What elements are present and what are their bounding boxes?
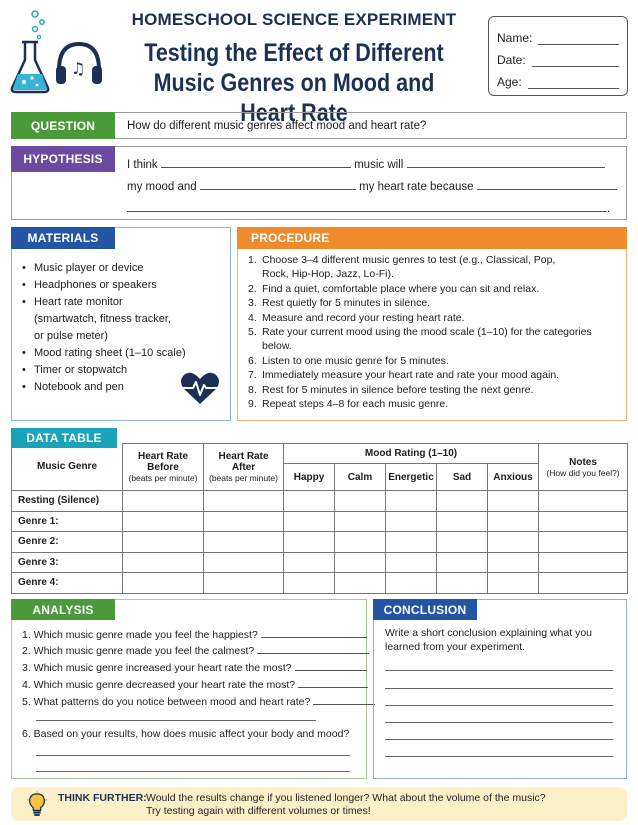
table-cell[interactable] xyxy=(386,552,437,573)
hypothesis-mood-and: my mood and xyxy=(127,181,197,193)
conclusion-prompt xyxy=(385,626,592,654)
table-cell[interactable] xyxy=(335,552,386,573)
hypothesis-blank-2[interactable] xyxy=(407,157,605,168)
analysis-q6-line-1[interactable] xyxy=(36,755,350,756)
materials-item: • Timer or stopwatch xyxy=(22,362,222,379)
table-row xyxy=(12,552,628,573)
table-cell[interactable] xyxy=(488,511,539,532)
procedure-step xyxy=(248,311,618,325)
procedure-step-number: 6. xyxy=(248,354,257,367)
procedure-step-number: 1. xyxy=(248,254,257,266)
table-cell[interactable] xyxy=(437,552,488,573)
analysis-q5 xyxy=(22,694,375,708)
procedure-step-number: 4. xyxy=(248,311,257,324)
analysis-q5-blank[interactable] xyxy=(313,694,375,705)
col-mood-calm: Calm xyxy=(335,464,386,491)
hypothesis-blank-5[interactable] xyxy=(127,201,607,212)
procedure-label: PROCEDURE xyxy=(237,227,627,249)
procedure-step-text: Measure and record your resting heart rate. xyxy=(262,311,465,324)
row-label: Resting (Silence) xyxy=(12,491,123,512)
table-cell[interactable] xyxy=(123,552,204,573)
table-cell[interactable] xyxy=(284,511,335,532)
table-cell[interactable] xyxy=(386,491,437,512)
age-field[interactable] xyxy=(528,77,619,89)
conclusion-prompt-l1: Write a short conclusion explaining what you xyxy=(385,627,593,639)
procedure-step xyxy=(248,296,618,310)
hypothesis-label: HYPOTHESIS xyxy=(11,146,115,172)
procedure-step-text: Find a quiet, comfortable place where you can sit and relax. xyxy=(262,282,540,295)
row-label: Genre 1: xyxy=(12,511,123,532)
document-kicker: HOMESCHOOL SCIENCE EXPERIMENT xyxy=(131,10,457,29)
analysis-q2 xyxy=(22,643,369,657)
data-table xyxy=(11,443,628,594)
col-music-genre-text: Music Genre xyxy=(36,461,98,473)
analysis-q6-line-2[interactable] xyxy=(36,771,350,772)
procedure-step-number: 3. xyxy=(248,297,257,310)
col-hr-after xyxy=(204,444,284,491)
analysis-q1-text: 1. Which music genre made you feel the happiest? xyxy=(22,629,258,641)
hypothesis-heart-rate-because: my heart rate because xyxy=(359,181,474,193)
table-cell[interactable] xyxy=(123,573,204,594)
table-cell[interactable] xyxy=(284,573,335,594)
table-cell[interactable] xyxy=(488,573,539,594)
procedure-step-text: Rock, Hip-Hop, Jazz, Lo-Fi). xyxy=(262,268,394,281)
materials-item-cont: or pulse meter) xyxy=(34,330,108,342)
date-row xyxy=(497,45,619,67)
think-further-line-2: Try testing again with different volumes or times! xyxy=(146,805,371,817)
procedure-step xyxy=(248,368,618,382)
row-label: Genre 3: xyxy=(12,552,123,573)
procedure-step xyxy=(248,383,618,397)
col-notes xyxy=(539,444,628,491)
table-cell[interactable] xyxy=(123,491,204,512)
col-music-genre xyxy=(12,444,123,491)
materials-item: • Mood rating sheet (1–10 scale) xyxy=(22,345,222,362)
think-further-label: THINK FURTHER: xyxy=(58,792,147,804)
analysis-q3 xyxy=(22,660,367,674)
conclusion-line[interactable] xyxy=(385,688,613,689)
table-cell[interactable] xyxy=(284,532,335,553)
analysis-q4 xyxy=(22,677,368,691)
think-further-text xyxy=(146,792,546,818)
procedure-step-number: 5. xyxy=(248,326,257,339)
table-cell[interactable] xyxy=(335,491,386,512)
procedure-step-text: below. xyxy=(262,340,292,353)
table-cell[interactable] xyxy=(204,511,284,532)
table-cell[interactable] xyxy=(488,552,539,573)
procedure-step-number: 9. xyxy=(248,398,257,411)
student-info-box xyxy=(488,16,628,96)
col-mood-sad: Sad xyxy=(437,464,488,491)
analysis-q5-line[interactable] xyxy=(36,720,316,721)
procedure-step-text: Choose 3–4 different music genres to test (e.g., Classical, Pop, xyxy=(262,254,556,266)
procedure-step-text: Rest for 5 minutes in silence before testing the next genre. xyxy=(262,383,534,396)
analysis-q2-blank[interactable] xyxy=(257,643,369,654)
procedure-step-text: Repeat steps 4–8 for each music genre. xyxy=(262,398,449,411)
table-cell[interactable] xyxy=(437,491,488,512)
table-cell[interactable] xyxy=(488,532,539,553)
heart-rate-icon xyxy=(180,371,220,405)
hypothesis-blank-3[interactable] xyxy=(200,179,356,190)
analysis-q1 xyxy=(22,627,367,641)
procedure-step-number: 7. xyxy=(248,369,257,382)
analysis-label: ANALYSIS xyxy=(11,599,115,620)
table-row xyxy=(12,511,628,532)
col-hr-after-l2: After xyxy=(231,462,256,473)
table-cell[interactable] xyxy=(386,511,437,532)
table-cell[interactable] xyxy=(335,532,386,553)
table-cell[interactable] xyxy=(284,491,335,512)
table-cell[interactable] xyxy=(539,491,628,512)
materials-item: • Music player or device xyxy=(22,260,222,277)
procedure-step xyxy=(248,354,618,368)
procedure-step-number: 8. xyxy=(248,383,257,396)
procedure-step xyxy=(248,282,618,296)
hypothesis-line-1 xyxy=(127,157,605,171)
table-cell[interactable] xyxy=(539,552,628,573)
col-mood-anxious: Anxious xyxy=(488,464,539,491)
analysis-q3-text: 3. Which music genre increased your heart rate the most? xyxy=(22,662,292,674)
materials-item: • Headphones or speakers xyxy=(22,277,222,294)
think-further-line-1: Would the results change if you listened longer? What about the volume of the music? xyxy=(146,792,546,804)
procedure-step-number: 2. xyxy=(248,282,257,295)
analysis-q2-text: 2. Which music genre made you feel the calmest? xyxy=(22,645,255,657)
procedure-step xyxy=(248,397,618,411)
conclusion-line[interactable] xyxy=(385,722,613,723)
hypothesis-blank-1[interactable] xyxy=(161,157,351,168)
table-cell[interactable] xyxy=(488,491,539,512)
col-mood-rating: Mood Rating (1–10) xyxy=(284,444,539,464)
table-cell[interactable] xyxy=(437,573,488,594)
hypothesis-music-will: music will xyxy=(354,159,404,171)
procedure-step-text: Immediately measure your heart rate and rate your mood again. xyxy=(262,369,560,382)
question-label: QUESTION xyxy=(11,112,115,139)
table-cell[interactable] xyxy=(539,511,628,532)
materials-item: • Notebook and pen xyxy=(22,379,222,396)
title-line-1: Testing the Effect of Different xyxy=(144,39,444,67)
col-hr-before-l2: Before xyxy=(147,462,179,473)
procedure-step xyxy=(248,325,618,339)
analysis-q4-blank[interactable] xyxy=(298,677,368,688)
table-cell[interactable] xyxy=(284,552,335,573)
table-cell[interactable] xyxy=(204,532,284,553)
analysis-q4-text: 4. Which music genre decreased your heart rate the most? xyxy=(22,679,296,691)
hypothesis-blank-4[interactable] xyxy=(477,179,617,190)
row-label: Genre 4: xyxy=(12,573,123,594)
table-cell[interactable] xyxy=(335,573,386,594)
hypothesis-period: . xyxy=(607,203,611,215)
age-label: Age: xyxy=(497,75,522,89)
col-hr-before-l1: Heart Rate xyxy=(137,451,189,462)
table-row xyxy=(12,491,628,512)
hypothesis-line-3 xyxy=(127,201,610,215)
table-row xyxy=(12,532,628,553)
date-label: Date: xyxy=(497,53,526,67)
table-cell[interactable] xyxy=(539,532,628,553)
analysis-q1-blank[interactable] xyxy=(261,627,367,638)
table-cell[interactable] xyxy=(437,532,488,553)
table-cell[interactable] xyxy=(123,532,204,553)
name-label: Name: xyxy=(497,31,533,45)
data-table-label: DATA TABLE xyxy=(11,428,117,448)
col-notes-text: Notes xyxy=(569,456,597,468)
table-cell[interactable] xyxy=(204,552,284,573)
materials-item-cont: (smartwatch, fitness tracker, xyxy=(34,313,171,325)
col-mood-energetic: Energetic xyxy=(386,464,437,491)
table-cell[interactable] xyxy=(204,491,284,512)
flask-icon xyxy=(8,8,56,94)
hypothesis-line-2 xyxy=(127,179,617,193)
procedure-step-text: Listen to one music genre for 5 minutes. xyxy=(262,354,449,367)
analysis-q6: 6. Based on your results, how does music affect your body and mood? xyxy=(22,728,350,740)
col-hr-before xyxy=(123,444,204,491)
materials-label: MATERIALS xyxy=(11,227,115,249)
conclusion-line[interactable] xyxy=(385,670,613,671)
col-notes-sub: (How did you feel?) xyxy=(546,467,620,478)
table-cell[interactable] xyxy=(539,573,628,594)
name-field[interactable] xyxy=(538,33,619,45)
table-row xyxy=(12,573,628,594)
table-cell[interactable] xyxy=(437,511,488,532)
analysis-q5-text: 5. What patterns do you notice between mood and heart rate? xyxy=(22,696,311,708)
svg-text:♫: ♫ xyxy=(71,59,86,78)
table-cell[interactable] xyxy=(123,511,204,532)
conclusion-line[interactable] xyxy=(385,739,613,740)
procedure-step xyxy=(248,253,618,267)
conclusion-line[interactable] xyxy=(385,756,613,757)
procedure-step-text: Rate your current mood using the mood scale (1–10) for the categories xyxy=(262,326,592,339)
lightbulb-icon xyxy=(26,791,48,817)
conclusion-line[interactable] xyxy=(385,705,613,706)
date-field[interactable] xyxy=(532,55,619,67)
col-hr-before-sub: (beats per minute) xyxy=(128,473,198,483)
materials-item: • Heart rate monitor xyxy=(22,294,222,311)
name-row xyxy=(497,23,619,45)
headphones-icon xyxy=(52,36,106,90)
procedure-step-text: Rest quietly for 5 minutes in silence. xyxy=(262,297,431,310)
col-hr-after-sub: (beats per minute) xyxy=(209,473,278,483)
question-text: How do different music genres affect mood and heart rate? xyxy=(127,120,427,132)
table-cell[interactable] xyxy=(335,511,386,532)
procedure-steps xyxy=(248,253,618,411)
conclusion-prompt-l2: learned from your experiment. xyxy=(385,641,526,653)
procedure-step xyxy=(248,267,618,281)
age-row xyxy=(497,67,619,89)
table-cell[interactable] xyxy=(386,573,437,594)
row-label: Genre 2: xyxy=(12,532,123,553)
table-cell[interactable] xyxy=(204,573,284,594)
hypothesis-i-think: I think xyxy=(127,159,158,171)
table-cell[interactable] xyxy=(386,532,437,553)
conclusion-label: CONCLUSION xyxy=(373,599,477,620)
procedure-step xyxy=(248,339,618,353)
title-line-2: Music Genres on Mood and Heart Rate xyxy=(153,69,435,127)
analysis-q3-blank[interactable] xyxy=(295,660,367,671)
col-mood-happy: Happy xyxy=(284,464,335,491)
col-hr-after-l1: Heart Rate xyxy=(218,451,269,462)
